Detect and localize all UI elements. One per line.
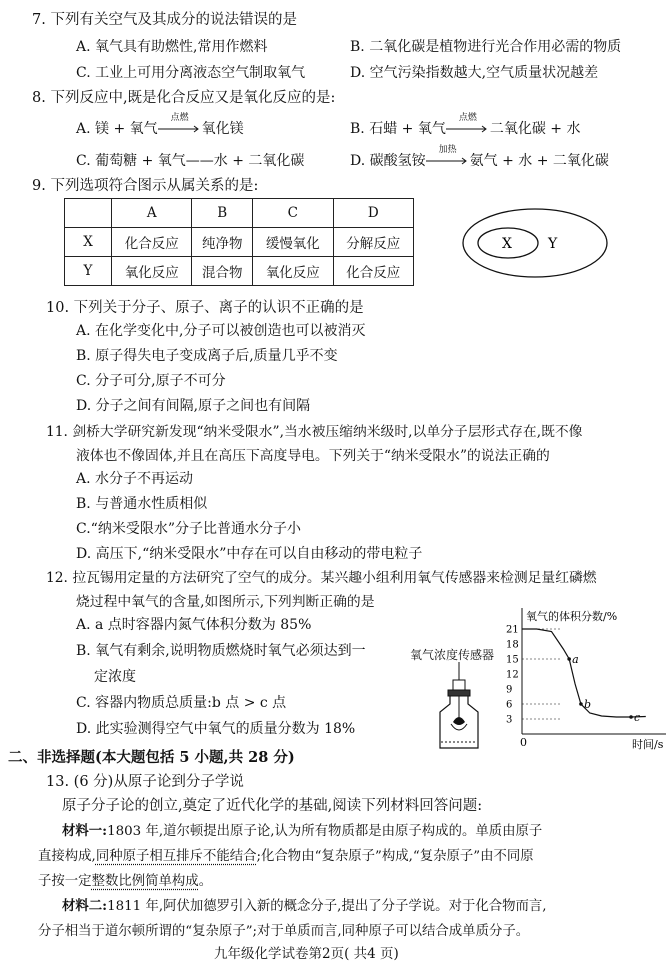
origin-label: 0 — [520, 736, 527, 749]
table-cell: 化合反应 — [112, 228, 192, 257]
material-two-text: 1811 年,阿伏加德罗引入新的概念分子,提出了分子学说。对于化合物而言, — [107, 899, 547, 914]
table-row — [65, 199, 414, 228]
q11-option-b: B. 与普通水性质相似 — [76, 496, 208, 512]
diagram-x-label: X — [502, 236, 512, 252]
table-row — [65, 257, 414, 286]
y-tick-label: 18 — [506, 639, 519, 651]
diagram-y-label: Y — [548, 236, 558, 252]
emphasized-text: 同种原子相互排斥不能结合 — [95, 849, 257, 864]
reaction-condition: 加热 — [438, 145, 457, 155]
y-tick-label: 15 — [506, 654, 519, 666]
q10-option-b: B. 原子得失电子变成离子后,质量几乎不变 — [76, 348, 338, 364]
reaction-arrow-icon — [446, 113, 490, 136]
emphasized-text: 整数比例简单构成 — [91, 874, 199, 889]
y-tick-label: 3 — [506, 714, 513, 726]
material-text: ;化合物由“复杂原子”构成,“复杂原子”由不同原 — [256, 849, 534, 864]
q8-option-b — [350, 113, 581, 138]
q11-option-a: A. 水分子不再运动 — [76, 471, 194, 487]
q8-stem: 8. 下列反应中,既是化合反应又是氧化反应的是: — [32, 90, 336, 106]
table-cell: 缓慢氧化 — [253, 228, 333, 257]
table-cell: 化合反应 — [333, 257, 413, 286]
q11-stem-line2: 液体也不像固体,并且在高压下高度导电。下列关于“纳米受限水”的说法正确的 — [76, 448, 550, 464]
reaction-condition: 点燃 — [458, 113, 477, 123]
page-footer: 九年级化学试卷第2页( 共4 页) — [214, 946, 399, 962]
point-c — [629, 715, 633, 719]
table-cell: 混合物 — [192, 257, 253, 286]
point-label: c — [634, 711, 641, 724]
q10-stem: 10. 下列关于分子、原子、离子的认识不正确的是 — [46, 300, 364, 316]
section-heading: 二、非选择题(本大题包括 5 小题,共 28 分) — [8, 749, 295, 766]
table-cell: X — [65, 228, 112, 257]
q8-a-products: 氧化镁 — [201, 121, 244, 137]
point-b — [579, 702, 583, 706]
q7-stem: 7. 下列有关空气及其成分的说法错误的是 — [32, 12, 297, 28]
sensor-apparatus-icon — [410, 662, 500, 752]
table-row — [65, 228, 414, 257]
table-header: B — [192, 199, 253, 228]
y-tick-label: 21 — [506, 624, 519, 636]
table-cell: 分解反应 — [333, 228, 413, 257]
q7-option-d: D. 空气污染指数越大,空气质量状况越差 — [350, 65, 599, 81]
xy-venn-diagram — [460, 206, 610, 280]
q10-option-a: A. 在化学变化中,分子可以被创造也可以被消灭 — [76, 323, 366, 339]
sensor-label: 氧气浓度传感器 — [410, 648, 495, 662]
table-header: C — [253, 199, 333, 228]
oxygen-chart — [500, 608, 668, 760]
q7-option-a: A. 氧气具有助燃性,常用作燃料 — [76, 39, 268, 55]
table-header: A — [112, 199, 192, 228]
reaction-arrow-icon — [158, 113, 202, 136]
table-header: D — [333, 199, 413, 228]
table-cell: 氧化反应 — [112, 257, 192, 286]
material-one-label: 材料一: — [62, 823, 108, 839]
q8-option-d — [350, 145, 609, 170]
q12-stem-line2: 烧过程中氧气的含量,如图所示,下列判断正确的是 — [76, 594, 375, 610]
q8-a-reactants: A. 镁 + 氧气 — [76, 121, 158, 137]
q11-option-c: C.“纳米受限水”分子比普通水分子小 — [76, 521, 301, 537]
q8-b-products: 二氧化碳 + 水 — [489, 121, 581, 137]
table-cell — [65, 199, 112, 228]
y-axis-label: 氧气的体积分数/% — [526, 610, 618, 623]
q12-option-c: C. 容器内物质总质量:b 点 > c 点 — [76, 695, 287, 711]
material-text: 直接构成, — [38, 849, 96, 864]
q12-stem-line1: 12. 拉瓦锡用定量的方法研究了空气的成分。某兴趣小组利用氧气传感器来检测足量红磷燃 — [46, 570, 597, 586]
y-tick-label: 9 — [506, 684, 513, 696]
q13-title: 13. (6 分)从原子论到分子学说 — [46, 774, 244, 790]
material-two-label: 材料二: — [62, 898, 108, 914]
table-cell: Y — [65, 257, 112, 286]
material-text: 。 — [198, 874, 213, 889]
q10-option-c: C. 分子可分,原子不可分 — [76, 373, 226, 389]
q12-option-b-line1: B. 氧气有剩余,说明物质燃烧时氧气必须达到一 — [76, 643, 366, 659]
material-two-line2: 分子相当于道尔顿所谓的“复杂原子”;对于单质而言,同种原子可以结合成单质分子。 — [38, 924, 530, 939]
material-one-line3 — [38, 870, 212, 889]
q7-option-c: C. 工业上可用分离液态空气制取氧气 — [76, 65, 306, 81]
q9-stem: 9. 下列选项符合图示从属关系的是: — [32, 178, 259, 194]
q7-option-b: B. 二氧化碳是植物进行光合作用必需的物质 — [350, 39, 622, 55]
outer-ellipse — [463, 209, 607, 277]
reaction-condition: 点燃 — [170, 113, 189, 123]
material-one-line2 — [38, 845, 534, 864]
material-text: 子按一定 — [38, 874, 92, 889]
q9-table — [64, 198, 414, 286]
q11-option-d: D. 高压下,“纳米受限水”中存在可以自由移动的带电粒子 — [76, 546, 423, 562]
y-tick-label: 12 — [506, 669, 519, 681]
material-one-line1 — [62, 820, 542, 839]
point-a — [567, 657, 571, 661]
q8-d-products: 氨气 + 水 + 二氧化碳 — [469, 153, 609, 169]
q8-b-reactants: B. 石蜡 + 氧气 — [350, 121, 446, 137]
point-label: a — [572, 653, 579, 666]
material-one-text: 1803 年,道尔顿提出原子论,认为所有物质都是由原子构成的。单质由原子 — [107, 824, 543, 839]
y-tick-label: 6 — [506, 699, 513, 711]
q8-d-reactants: D. 碳酸氢铵 — [350, 153, 426, 169]
q12-option-d: D. 此实验测得空气中氧气的质量分数为 18% — [76, 721, 356, 737]
q13-intro: 原子分子论的创立,奠定了近代化学的基础,阅读下列材料回答问题: — [62, 798, 483, 814]
material-two-line1 — [62, 895, 547, 914]
reaction-arrow-icon — [426, 145, 470, 168]
q11-stem-line1: 11. 剑桥大学研究新发现“纳米受限水”,当水被压缩纳米级时,以单分子层形式存在,既不像 — [46, 424, 583, 440]
point-label: b — [583, 698, 591, 711]
table-cell: 氧化反应 — [253, 257, 333, 286]
q10-option-d: D. 分子之间有间隔,原子之间也有间隔 — [76, 398, 311, 414]
q8-option-c: C. 葡萄糖 + 氧气——水 + 二氧化碳 — [76, 153, 305, 169]
table-cell: 纯净物 — [192, 228, 253, 257]
q8-option-a — [76, 113, 244, 138]
x-axis-label: 时间/s — [632, 738, 664, 751]
q12-option-b-line2: 定浓度 — [94, 669, 136, 685]
q12-option-a: A. a 点时容器内氮气体积分数为 85% — [76, 617, 312, 633]
